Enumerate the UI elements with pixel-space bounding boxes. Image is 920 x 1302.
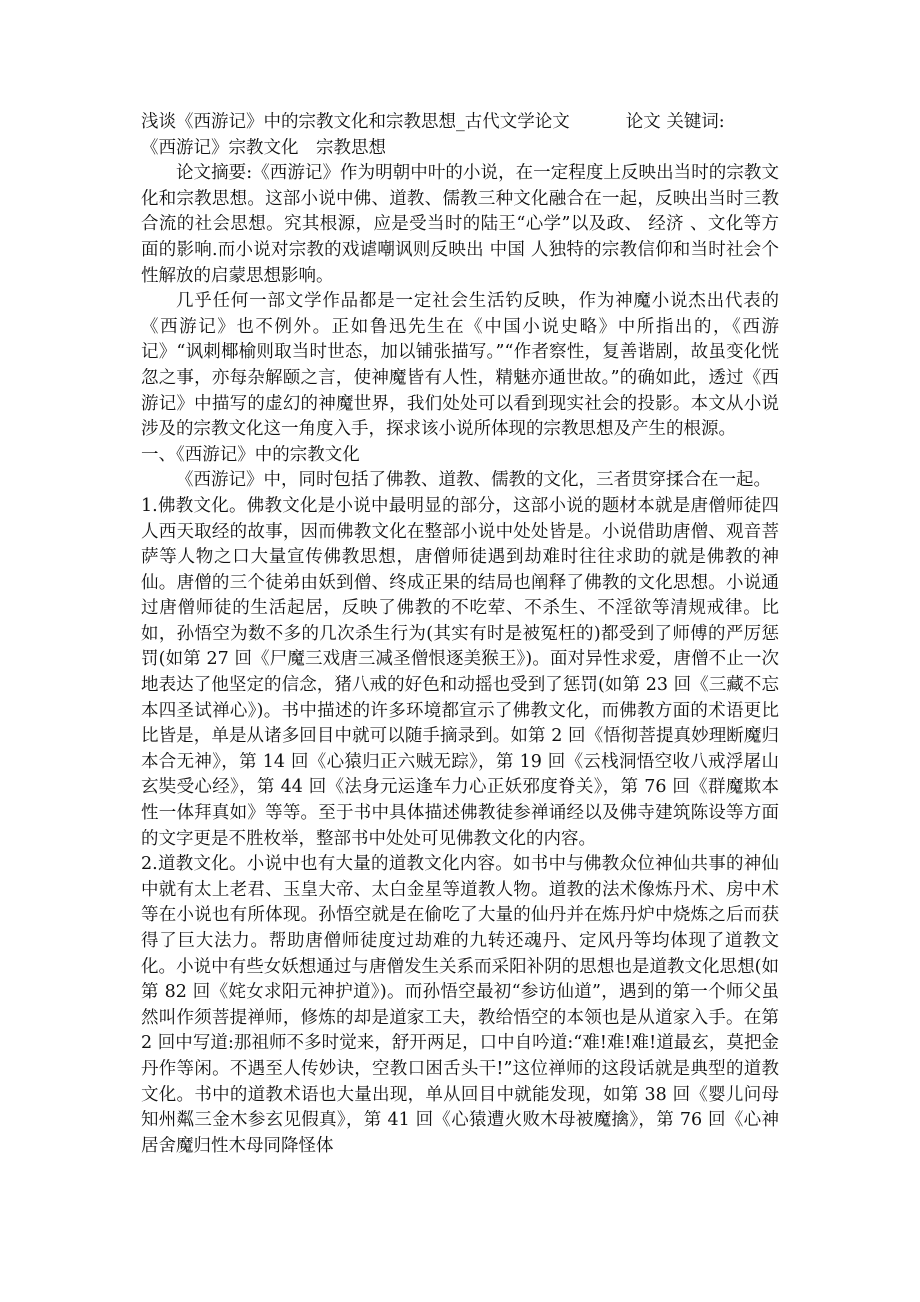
- keywords-label: 论文 关键词:: [625, 112, 725, 132]
- section-intro-paragraph: 《西游记》中，同时包括了佛教、道教、儒教的文化，三者贯穿揉合在一起。: [176, 470, 771, 491]
- keywords: 《西游记》宗教文化 宗教思想: [141, 137, 386, 158]
- intro-paragraph: 几乎任何一部文学作品都是一定社会生活钓反映，作为神魔小说杰出代表的《西游记》也不例外。正如鲁迅先生在《中国小说史略》中所指出的，《西游记》“讽刺椰榆则取当时世态，加以铺张描写。”“作者察性，复善谐剧，故虽变化恍忽之事，亦每杂解颐之言，使神魔皆有人性，精魅亦通世故。”的确如此，透过《西游记》中描写的虚幻的神魔世界，我们处处可以看到现实社会的投影。本文从小说涉及的宗教文化这一角度入手，探求该小说所体现的宗教思想及产生的根源。: [141, 291, 779, 440]
- title-line: [141, 110, 779, 136]
- abstract-paragraph: 论文摘要:《西游记》作为明朝中叶的小说，在一定程度上反映出当时的宗教文化和宗教思想。这部小说中佛、道教、儒教三种文化融合在一起，反映出当时三教合流的社会思想。究其根源，应是受当时的陆王“心学”以及政、 经济 、文化等方面的影响.而小说对宗教的戏谑嘲讽则反映出 中国 人独特的宗教信仰和当时社会个性解放的启蒙思想影响。: [141, 163, 779, 286]
- taoism-paragraph: 2.道教文化。小说中也有大量的道教文化内容。如书中与佛教众位神仙共事的神仙中就有太上老君、玉皇大帝、太白金星等道教人物。道教的法术像炼丹术、房中术等在小说也有所体现。孙悟空就是在偷吃了大量的仙丹并在炼丹炉中烧炼之后而获得了巨大法力。帮助唐僧师徒度过劫难的九转还魂丹、定风丹等均体现了道教文化。小说中有些女妖想通过与唐僧发生关系而采阳补阴的思想也是道教文化思想(如第 82 回《姹女求阳元神护道》)。而孙悟空最初“参访仙道”，遇到的第一个师父虽然叫作须菩提禅师，修炼的却是道家工夫，教给悟空的本领也是从道家入手。在第 2 回中写道:那祖师不多时觉来，舒开两足，口中自吟道:“难!难!难!道最玄，莫把金丹作等闲。不遇至人传妙诀，空教口困舌头干!”这位禅师的这段话就是典型的道教文化。书中的道教术语也大量出现，单从回目中就能发现，如第 38 回《婴儿问母知州粼三金木参玄见假真》，第 41 回《心猿遭火败木母被魔擒》，第 76 回《心神居舍魔归性木母同降怪体: [141, 854, 779, 1156]
- page-title: 浅谈《西游记》中的宗教文化和宗教思想_古代文学论文: [141, 112, 570, 132]
- document-page: [141, 110, 779, 1159]
- buddhism-paragraph: 1.佛教文化。佛教文化是小说中最明显的部分，这部小说的题材本就是唐僧师徒四人西天取经的故事，因而佛教文化在整部小说中处处皆是。小说借助唐僧、观音菩萨等人物之口大量宣传佛教思想，唐僧师徒遇到劫难时往往求助的就是佛教的神仙。唐僧的三个徒弟由妖到僧、终成正果的结局也阐释了佛教的文化思想。小说通过唐僧师徒的生活起居，反映了佛教的不吃荤、不杀生、不淫欲等清规戒律。比如，孙悟空为数不多的几次杀生行为(其实有时是被冤枉的)都受到了师傅的严厉惩罚(如第 27 回《尸魔三戏唐三减圣僧恨逐美猴王》)。面对异性求爱，唐僧不止一次地表达了他坚定的信念，猪八戒的好色和动摇也受到了惩罚(如第 23 回《三藏不忘本四圣试禅心》)。书中描述的许多环境都宣示了佛教文化，而佛教方面的术语更比比皆是，单是从诸多回目中就可以随手摘录到。如第 2 回《悟彻菩提真妙理断魔归本合无神》，第 14 回《心猿归正六贼无踪》，第 19 回《云栈洞悟空收八戒浮屠山玄奘受心经》，第 44 回《法身元运逢车力心正妖邪度脊关》，第 76 回《群魔欺本性一体拜真如》等等。至于书中具体描述佛教徒参禅诵经以及佛寺建筑陈设等方面的文字更是不胜枚举，整部书中处处可见佛教文化的内容。: [141, 495, 779, 849]
- section-heading: 一、《西游记》中的宗教文化: [141, 444, 360, 465]
